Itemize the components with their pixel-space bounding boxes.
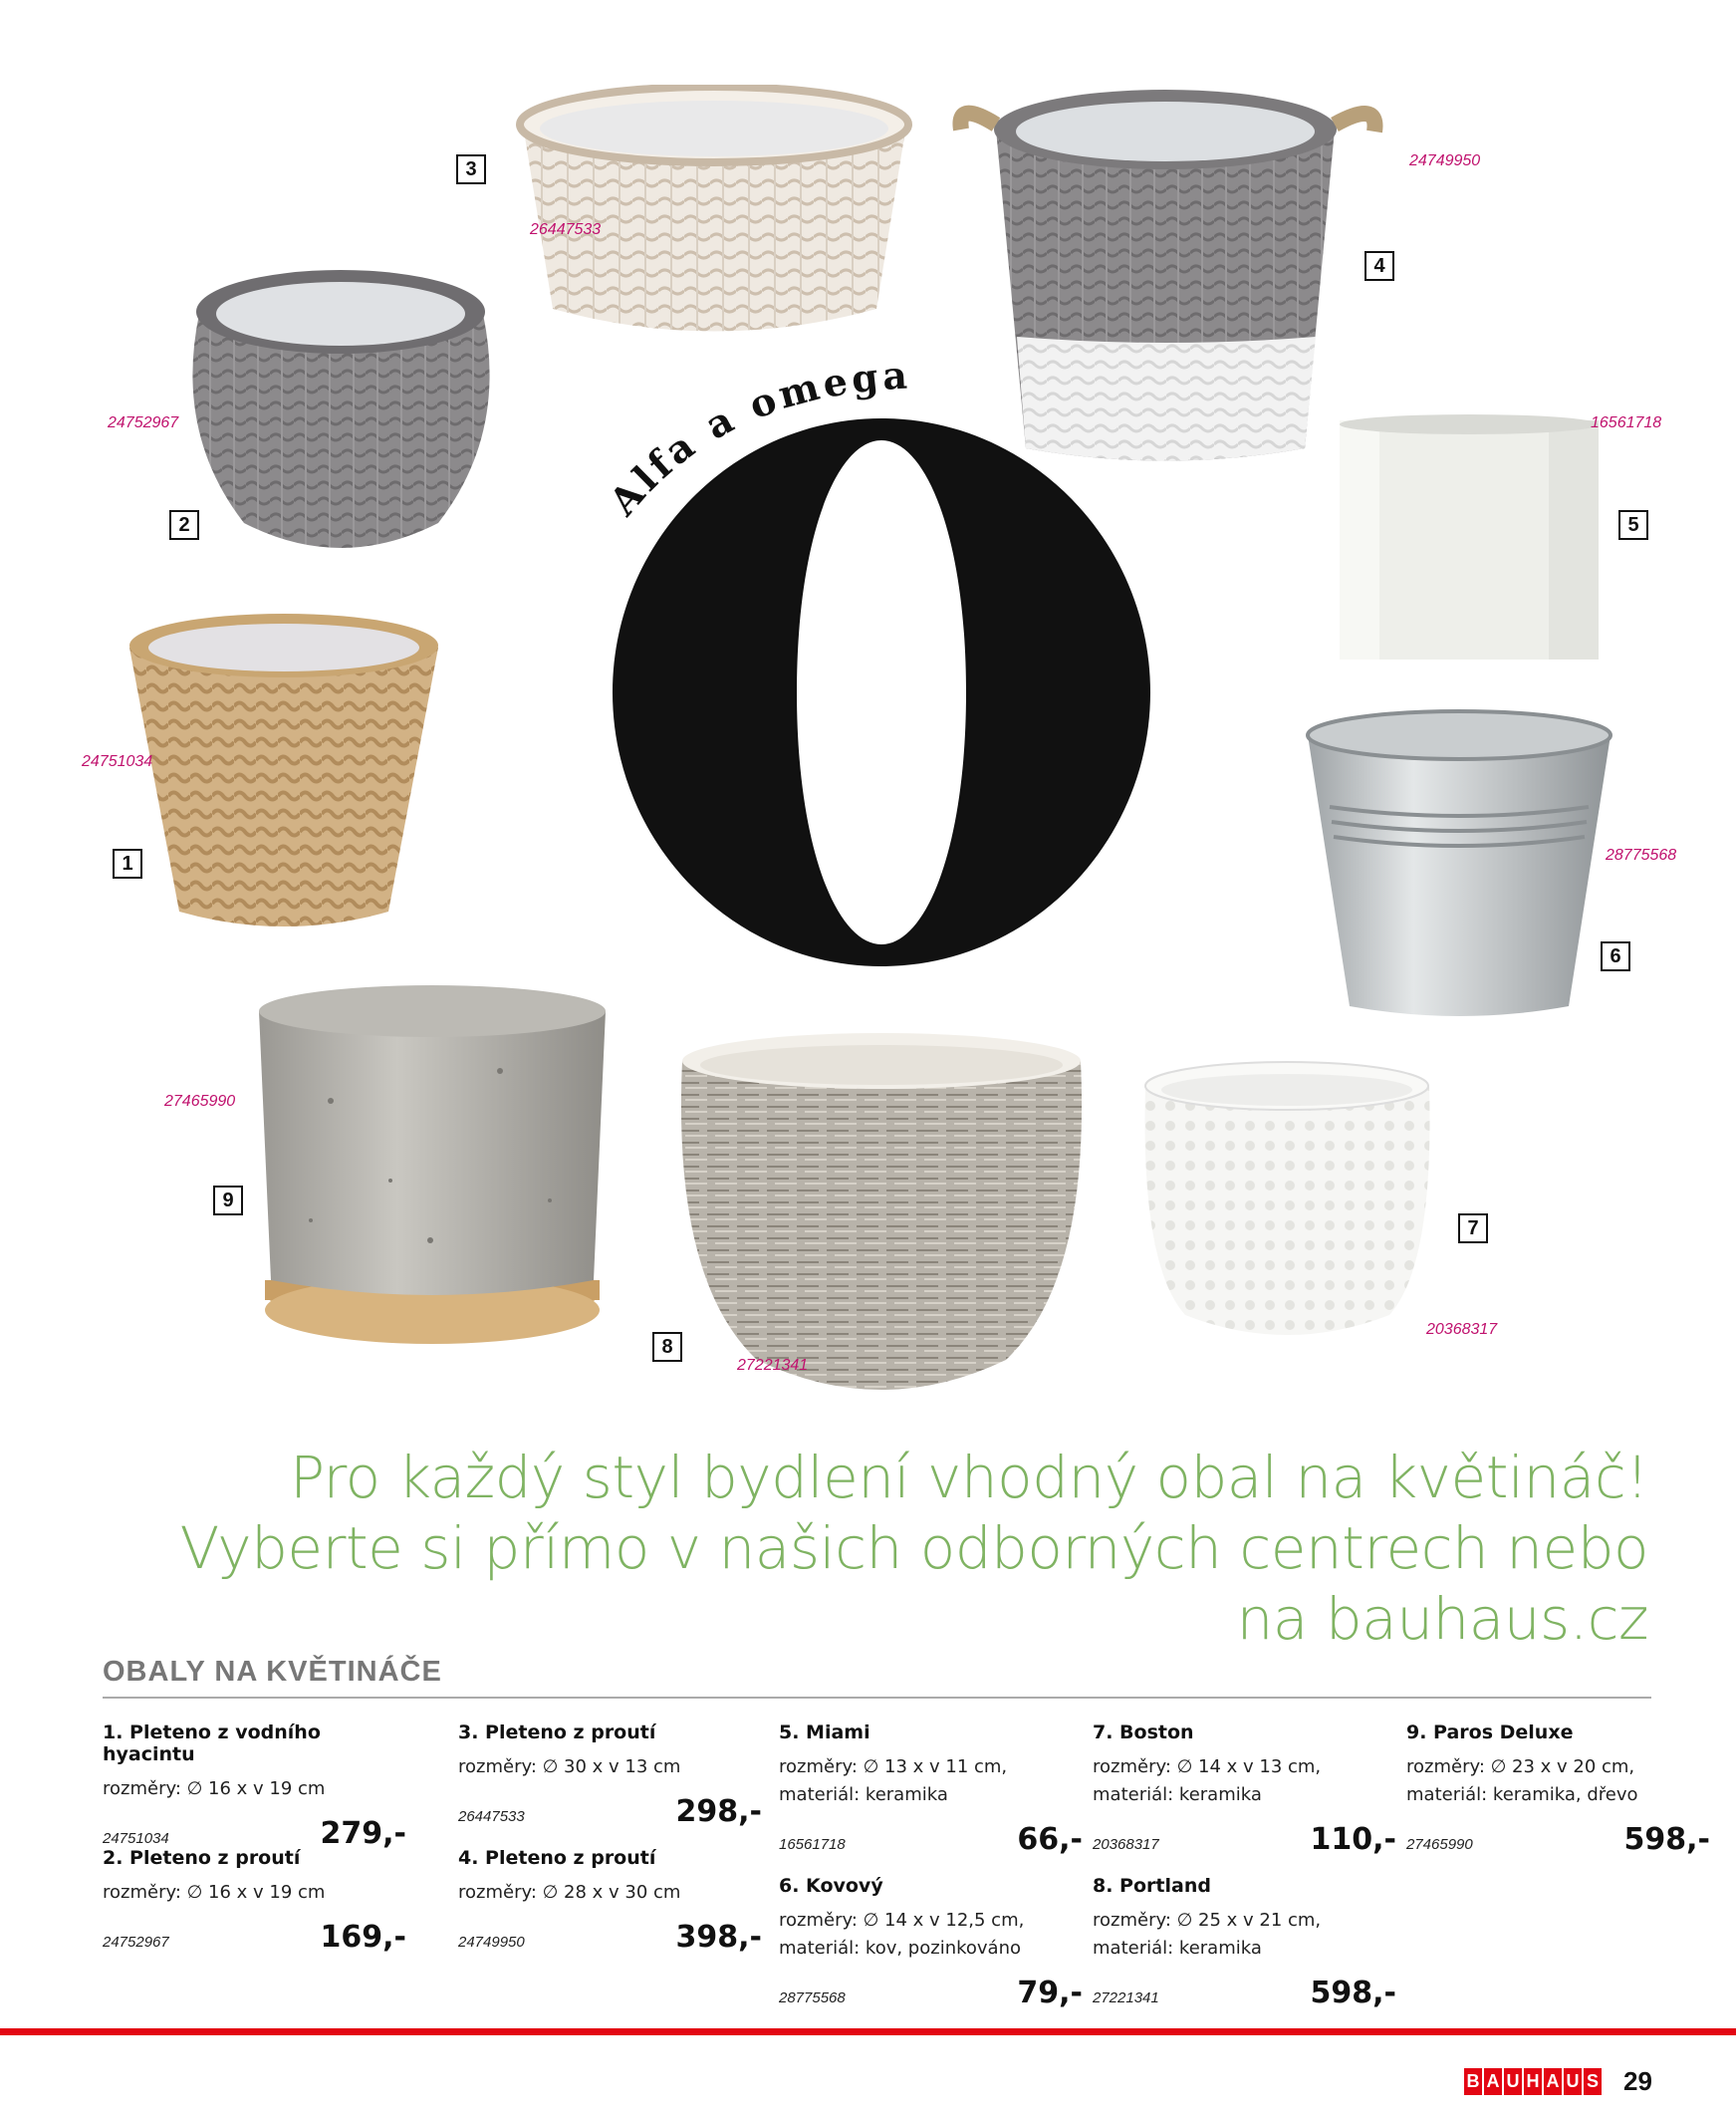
spec-name: 3. Pleteno z proutí [458, 1721, 656, 1743]
spec-dimensions: rozměry: ∅ 23 x v 20 cm, [1406, 1756, 1635, 1777]
spec-code: 16561718 [779, 1836, 846, 1853]
spec-dimensions: rozměry: ∅ 25 x v 21 cm, [1093, 1910, 1322, 1931]
product-2-round-grey-basket [174, 254, 508, 563]
product-number-7: 7 [1458, 1213, 1488, 1243]
spec-price: 169,- [320, 1920, 406, 1955]
curved-title [558, 329, 996, 548]
bauhaus-logo [1464, 2068, 1602, 2095]
spec-item-1 [103, 1721, 406, 1851]
logo-letter: S [1584, 2068, 1602, 2095]
spec-dimensions: rozměry: ∅ 30 x v 13 cm [458, 1756, 681, 1777]
spec-price: 398,- [675, 1920, 762, 1955]
spec-material: materiál: keramika [1093, 1784, 1262, 1805]
spec-code: 26447533 [458, 1808, 525, 1825]
spec-material: materiál: keramika, dřevo [1406, 1784, 1638, 1805]
spec-item-5 [779, 1721, 1083, 1857]
tagline [55, 1443, 1648, 1654]
section-divider [103, 1697, 1651, 1699]
spec-price: 79,- [1017, 1976, 1083, 2010]
spec-item-6 [779, 1875, 1083, 2010]
spec-dimensions: rozměry: ∅ 28 x v 30 cm [458, 1882, 681, 1903]
logo-letter: A [1544, 2068, 1562, 2095]
spec-name: 4. Pleteno z proutí [458, 1847, 656, 1869]
spec-material: materiál: keramika [1093, 1938, 1262, 1959]
article-code-3: 26447533 [530, 221, 602, 238]
spec-price: 110,- [1310, 1822, 1396, 1857]
logo-letter: A [1484, 2068, 1502, 2095]
product-number-3: 3 [456, 154, 486, 184]
spec-item-9 [1406, 1721, 1710, 1857]
product-number-1: 1 [113, 849, 142, 879]
spec-dimensions: rozměry: ∅ 14 x v 12,5 cm, [779, 1910, 1025, 1931]
article-code-5: 16561718 [1591, 414, 1662, 431]
logo-letter: U [1564, 2068, 1582, 2095]
product-number-2: 2 [169, 510, 199, 540]
tagline-line-3: na bauhaus.cz [1236, 1584, 1648, 1653]
spec-item-3 [458, 1721, 762, 1829]
product-1-water-hyacinth-basket [124, 608, 443, 936]
product-number-6: 6 [1601, 941, 1630, 971]
spec-code: 20368317 [1093, 1836, 1159, 1853]
spec-dimensions: rozměry: ∅ 16 x v 19 cm [103, 1882, 326, 1903]
spec-price: 66,- [1017, 1822, 1083, 1857]
spec-item-2 [103, 1847, 406, 1955]
product-7-boston-pot [1140, 1056, 1434, 1350]
product-number-8: 8 [652, 1332, 682, 1362]
spec-dimensions: rozměry: ∅ 14 x v 13 cm, [1093, 1756, 1322, 1777]
footer-red-rule [0, 2028, 1736, 2035]
article-code-7: 20368317 [1426, 1321, 1498, 1338]
product-8-portland-pot [677, 1031, 1086, 1410]
logo-letter: H [1524, 2068, 1542, 2095]
spec-code: 24751034 [103, 1830, 169, 1847]
product-4-grey-wicker-basket [951, 70, 1389, 468]
tagline-line-2: Vyberte si přímo v našich odborných centrech nebo [179, 1513, 1648, 1582]
product-number-4: 4 [1364, 251, 1394, 281]
spec-code: 27221341 [1093, 1989, 1159, 2006]
spec-name: 1. Pleteno z vodního hyacintu [103, 1721, 321, 1765]
spec-code: 27465990 [1406, 1836, 1473, 1853]
spec-code: 24749950 [458, 1934, 525, 1951]
spec-dimensions: rozměry: ∅ 13 x v 11 cm, [779, 1756, 1008, 1777]
spec-name: 6. Kovový [779, 1875, 883, 1897]
logo-letter: U [1504, 2068, 1522, 2095]
spec-name: 9. Paros Deluxe [1406, 1721, 1574, 1743]
product-6-metal-pot [1300, 707, 1618, 1021]
product-9-concrete-pot [251, 981, 620, 1350]
product-5-white-ceramic-pot [1330, 410, 1609, 669]
page-number: 29 [1623, 2066, 1652, 2096]
spec-code: 28775568 [779, 1989, 846, 2006]
spec-price: 298,- [675, 1794, 762, 1829]
spec-name: 5. Miami [779, 1721, 870, 1743]
spec-dimensions: rozměry: ∅ 16 x v 19 cm [103, 1778, 326, 1799]
spec-item-7 [1093, 1721, 1396, 1857]
spec-price: 279,- [320, 1816, 406, 1851]
product-number-9: 9 [213, 1186, 243, 1215]
spec-name: 7. Boston [1093, 1721, 1194, 1743]
spec-name: 8. Portland [1093, 1875, 1211, 1897]
article-code-2: 24752967 [108, 414, 179, 431]
product-number-5: 5 [1618, 510, 1648, 540]
spec-material: materiál: kov, pozinkováno [779, 1938, 1021, 1959]
spec-price: 598,- [1310, 1976, 1396, 2010]
spec-item-4 [458, 1847, 762, 1955]
logo-letter: B [1464, 2068, 1482, 2095]
spec-code: 24752967 [103, 1934, 169, 1951]
article-code-8: 27221341 [737, 1357, 809, 1374]
spec-material: materiál: keramika [779, 1784, 948, 1805]
article-code-4: 24749950 [1409, 152, 1481, 169]
article-code-9: 27465990 [164, 1093, 236, 1110]
spec-item-8 [1093, 1875, 1396, 2010]
tagline-line-1: Pro každý styl bydlení vhodný obal na květináč! [290, 1444, 1648, 1511]
product-3-white-wicker-basket [503, 85, 926, 349]
article-code-1: 24751034 [82, 753, 153, 770]
spec-name: 2. Pleteno z proutí [103, 1847, 301, 1869]
section-title: OBALY NA KVĚTINÁČE [103, 1656, 442, 1688]
svg-text:Alfa a omega: Alfa a omega [600, 352, 912, 524]
spec-price: 598,- [1623, 1822, 1710, 1857]
article-code-6: 28775568 [1606, 847, 1677, 864]
